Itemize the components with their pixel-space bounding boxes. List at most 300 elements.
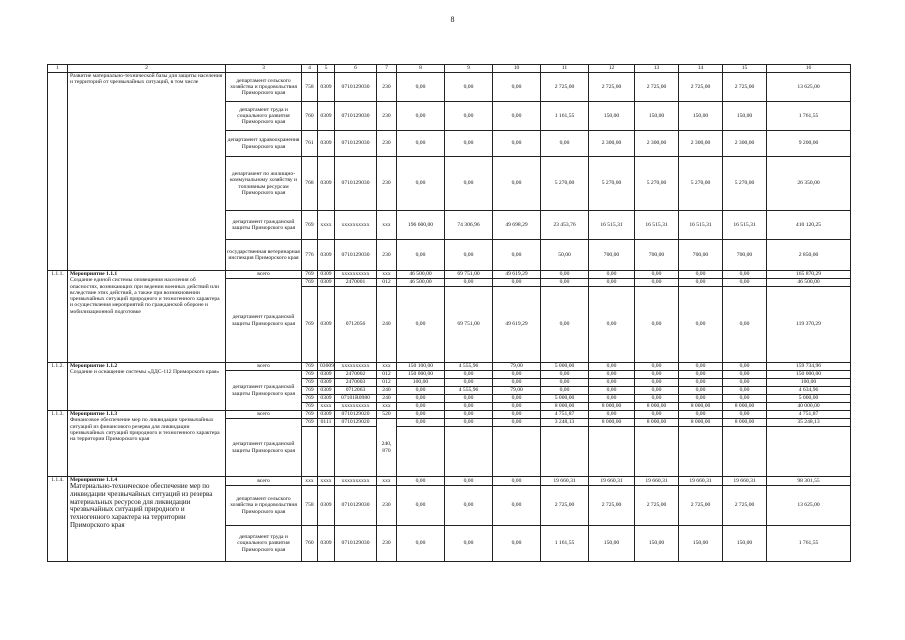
table-cell: 0,00 [493,73,541,102]
table-cell: 8 000,00 [589,403,635,411]
table-cell: 0,00 [445,371,493,379]
table-cell: 769 [302,271,318,279]
table-cell [589,427,635,477]
table-cell: 07101R0980 [335,395,377,403]
table-cell: 0,00 [493,102,541,131]
table-cell [302,427,318,477]
column-number-cell: 13 [635,65,679,73]
table-cell: 196 600,00 [397,211,445,240]
table-cell: 0,00 [723,395,767,403]
table-cell: 758 [302,73,318,102]
table-cell: 0,00 [493,379,541,387]
table-cell [493,427,541,477]
measure-title-cell [68,477,226,562]
table-cell: 79,00 [493,387,541,395]
table-cell: 230 [377,73,397,102]
table-cell: 119 370,29 [767,287,851,363]
table-cell: 150,00 [589,526,635,562]
table-cell: 0,00 [679,379,723,387]
table-cell: 46 500,00 [397,279,445,287]
table-row [48,411,851,419]
table-cell: 760 [302,102,318,131]
table-cell: всего [226,411,302,419]
table-cell: 98 301,55 [767,477,851,486]
table-cell: 8 000,00 [723,403,767,411]
table-cell: 16 515,31 [723,211,767,240]
table-cell: 35 248,13 [767,419,851,427]
table-cell: ххх [302,477,318,486]
table-cell: всего [226,477,302,486]
table-cell: 0,00 [589,363,635,371]
table-cell: 0,00 [445,131,493,157]
page-number: 8 [450,15,455,24]
table-cell: 0,00 [589,271,635,279]
table-cell: 240 [377,395,397,403]
table-cell: 1 161,55 [541,102,589,131]
table-cell: 79,00 [493,363,541,371]
table-cell: 700,00 [679,240,723,271]
table-cell: 2 725,00 [589,73,635,102]
column-number-cell: 12 [589,65,635,73]
table-cell: 0,00 [493,131,541,157]
table-cell: хххххххххх [335,403,377,411]
table-cell: 8 000,00 [679,403,723,411]
table-cell: 0710129030 [335,102,377,131]
table-cell: 240, 870 [377,419,397,477]
table-cell: 0,00 [397,486,445,526]
table-cell: 0,00 [635,395,679,403]
table-cell: 0,00 [397,387,445,395]
table-cell: ххх [377,403,397,411]
table-cell: 5 270,00 [723,157,767,211]
table-cell: 0,00 [445,279,493,287]
table-cell: 0,00 [445,379,493,387]
item-number-cell: 1.1.4. [48,477,68,562]
table-cell: 0710129020 [335,419,377,427]
table-cell: 2 725,00 [679,73,723,102]
table-cell: 0,00 [397,287,445,363]
table-cell: 2 725,00 [635,73,679,102]
table-cell: 0,00 [493,526,541,562]
table-cell: 0,00 [589,411,635,419]
table-cell: 768 [302,157,318,211]
table-cell: 5 000,00 [541,363,589,371]
table-cell [679,427,723,477]
measure-description: Создание единой системы оповещения населения об опасностях, возникающих при ведении военных действий или вследствие этих действий, а также при возникновении чрезвычайных ситуаций природного и техногенного характера и осуществления мероприятий по гражданской обороне и мобилизационной подготовке [70,277,220,315]
table-cell: 0309 [318,279,335,287]
table-cell: 0,00 [635,371,679,379]
table-cell: 40 000,00 [767,403,851,411]
table-cell [397,427,445,477]
table-cell: 4 634,96 [767,387,851,395]
table-cell: 0,00 [397,73,445,102]
table-cell: 769 [302,287,318,363]
department-cell: департамент по жилищно-коммунальному хозяйству и топливным ресурсам Приморского края [226,157,302,211]
table-cell: 150,00 [679,102,723,131]
table-cell: 0,00 [493,157,541,211]
measure-description: Финансовое обеспечение мер по ликвидации чрезвычайных ситуаций из финансового резерва для ликвидации чрезвычайных ситуаций природного и техногенного характера на территории Приморского края [70,417,220,442]
table-cell: 761 [302,131,318,157]
table-cell: 230 [377,240,397,271]
table-cell: 13 625,00 [767,73,851,102]
table-cell: 0111 [318,419,335,427]
table-cell: 0,00 [445,73,493,102]
table-cell: 410 120,25 [767,211,851,240]
table-cell: 0,00 [397,395,445,403]
table-cell: 100,00 [397,379,445,387]
table-cell: хххххххххх [335,477,377,486]
table-cell: 0,00 [445,102,493,131]
table-cell: 0,00 [679,287,723,363]
table-cell: 0,00 [679,387,723,395]
table-cell: 2 725,00 [541,73,589,102]
table-cell: 0,00 [589,287,635,363]
table-cell: 0,00 [445,403,493,411]
table-cell: 012 [377,279,397,287]
column-number-cell: 11 [541,65,589,73]
table-cell: 2 725,00 [723,486,767,526]
table-cell: 0,00 [397,131,445,157]
table-cell: 0,00 [445,395,493,403]
table-cell: 5 270,00 [589,157,635,211]
column-number-cell: 9 [445,65,493,73]
measure-heading: Мероприятие 1.1.3 [70,411,118,417]
table-cell: 0710129030 [335,157,377,211]
column-number-cell: 16 [767,65,851,73]
table-cell: 0309 [318,271,335,279]
table-cell: 230 [377,486,397,526]
table-cell: 769 [302,387,318,395]
table-cell: 760 [302,526,318,562]
table-cell: ххх [377,211,397,240]
table-cell: 0309 [318,73,335,102]
table-cell: 1 761,55 [767,102,851,131]
table-cell: 9 200,00 [767,131,851,157]
table-cell: 0,00 [589,379,635,387]
table-cell: 2 725,00 [723,73,767,102]
table-cell: 0,00 [493,371,541,379]
column-number-row [48,65,851,73]
table-cell: 4 751,87 [767,411,851,419]
measure-description: Материально-техническое обеспечение мер по ликвидации чрезвычайных ситуаций из резерва материальных ресурсов для ликвидации чрезвычайных ситуаций природного и техногенного характера на территории Приморского края [70,482,213,529]
table-cell: 19 660,31 [723,477,767,486]
table-cell: 0309 [318,379,335,387]
table-cell: 13 625,00 [767,486,851,526]
table-cell: 0,00 [445,526,493,562]
table-cell: 2 300,00 [635,131,679,157]
item-number-cell: 1.1.3. [48,411,68,477]
table-cell: 16 515,31 [635,211,679,240]
table-cell: 0,00 [679,411,723,419]
table-cell: 19 660,31 [635,477,679,486]
table-cell: 2470003 [335,379,377,387]
table-cell: 8 000,00 [635,419,679,427]
table-cell: 69 751,00 [445,271,493,279]
table-cell: 0,00 [541,371,589,379]
measure-title-cell [68,363,226,411]
table-cell: 1 161,55 [541,526,589,562]
table-cell: 0,00 [679,395,723,403]
table-cell: 159 734,96 [767,363,851,371]
table-cell: 74 306,96 [445,211,493,240]
table-cell: 2 725,00 [635,486,679,526]
table-cell [635,427,679,477]
table-cell: 776 [302,240,318,271]
column-number-cell: 5 [318,65,335,73]
table-cell: 769 [302,379,318,387]
table-cell: 8 000,00 [541,403,589,411]
table-cell: 240 [377,287,397,363]
department-cell: департамент сельского хозяйства и продовольствия Приморского края [226,73,302,102]
table-cell: 230 [377,157,397,211]
column-number-cell: 4 [302,65,318,73]
table-cell: 03009 [318,363,335,371]
table-cell: 758 [302,486,318,526]
table-cell: 0309 [318,102,335,131]
table-cell: 0710129020 [335,411,377,419]
table-cell: 769 [302,211,318,240]
table-cell: 150,00 [589,102,635,131]
table-cell: 0,00 [679,371,723,379]
table-cell: 0,00 [493,395,541,403]
table-cell: 0,00 [723,387,767,395]
table-cell: 0,00 [635,271,679,279]
table-cell: 0,00 [445,419,493,427]
table-cell: 0,00 [397,102,445,131]
table-cell: 0,00 [589,387,635,395]
table-cell: 5 270,00 [679,157,723,211]
table-cell: 012 [377,371,397,379]
table-row [48,477,851,486]
table-cell: 0,00 [445,486,493,526]
item-number-cell [48,73,68,271]
table-cell: 100,00 [767,379,851,387]
department-cell: департамент сельского хозяйства и продовольствия Приморского края [226,486,302,526]
table-cell: 8 000,00 [635,403,679,411]
table-cell: ххх [377,477,397,486]
table-cell: 19 660,31 [679,477,723,486]
measure-title-cell [68,271,226,363]
column-number-cell: 15 [723,65,767,73]
table-cell: 0,00 [679,279,723,287]
table-cell: 0710129030 [335,131,377,157]
department-cell: департамент гражданской защиты Приморского края [226,279,302,363]
table-cell: 165 870,29 [767,271,851,279]
table-cell: 4 555,96 [445,363,493,371]
table-cell: 0,00 [397,477,445,486]
budget-table [47,64,851,562]
table-cell: 150,00 [635,102,679,131]
table-cell: 0309 [318,240,335,271]
table-cell: 0710129030 [335,240,377,271]
table-cell: хххххххххх [335,211,377,240]
table-cell: 49 698,29 [493,211,541,240]
table-cell: 769 [302,411,318,419]
table-cell: 0,00 [635,387,679,395]
table-cell: 769 [302,403,318,411]
table-cell: 16 515,31 [679,211,723,240]
table-cell: 0,00 [493,419,541,427]
department-cell: государственная ветеринарная инспекция Приморского края [226,240,302,271]
table-cell: 230 [377,131,397,157]
table-cell: 46 500,00 [767,279,851,287]
table-cell: 23 453,76 [541,211,589,240]
table-cell: 230 [377,526,397,562]
table-cell: 0,00 [589,371,635,379]
table-cell [445,427,493,477]
table-cell: 700,00 [589,240,635,271]
table-cell: 0,00 [541,287,589,363]
table-cell: 0,00 [541,271,589,279]
table-cell: 0,00 [635,363,679,371]
table-cell: 769 [302,371,318,379]
table-cell: 0,00 [541,279,589,287]
column-number-cell: 1 [48,65,68,73]
table-cell: 150 000,00 [397,371,445,379]
table-cell: 0309 [318,287,335,363]
table-cell: 0,00 [397,411,445,419]
table-cell: 700,00 [723,240,767,271]
table-cell: 0,00 [493,477,541,486]
table-cell: 700,00 [635,240,679,271]
table-cell: 0309 [318,395,335,403]
table-cell: 5 270,00 [541,157,589,211]
table-cell: ххх [377,271,397,279]
table-cell: 0,00 [541,387,589,395]
table-cell: 4 751,87 [541,411,589,419]
table-row [48,363,851,371]
table-cell: 2 300,00 [589,131,635,157]
table-cell: ххх [377,363,397,371]
table-cell: 769 [302,419,318,427]
table-cell: 0,00 [445,411,493,419]
table-cell: хххх [318,403,335,411]
table-cell: 150 000,00 [767,371,851,379]
measure-heading: Мероприятие 1.1.1 [70,271,118,277]
table-cell [318,427,335,477]
table-cell: 0,00 [635,279,679,287]
table-cell: 0309 [318,371,335,379]
table-cell: 0,00 [493,240,541,271]
table-cell: 2 725,00 [541,486,589,526]
table-cell: 150,00 [635,526,679,562]
table-cell: 0,00 [635,287,679,363]
table-cell [335,427,377,477]
table-cell: 0309 [318,157,335,211]
department-cell: департамент труда и социального развития Приморского края [226,526,302,562]
table-cell: 0,00 [445,240,493,271]
table-cell: 012 [377,379,397,387]
measure-title-cell [68,411,226,477]
table-cell: 0309 [318,131,335,157]
measure-title-cell: Развитие материально-технической базы для защиты населения и территорий от чрезвычайных ситуаций, в том числе [68,73,226,271]
table-cell: 16 515,31 [589,211,635,240]
table-cell: 4 555,96 [445,387,493,395]
table-cell: 26 350,00 [767,157,851,211]
item-number-cell: 1.1.1. [48,271,68,363]
item-number-cell: 1.1.2. [48,363,68,411]
table-cell: 2470002 [335,371,377,379]
table-cell: 0,00 [397,240,445,271]
department-cell: департамент здравоохранения Приморского края [226,131,302,157]
budget-table-sheet [47,64,850,562]
table-cell: 0,00 [723,363,767,371]
table-cell: 0309 [318,486,335,526]
table-cell: 1 761,55 [767,526,851,562]
table-cell: 0,00 [445,477,493,486]
table-cell: 0,00 [589,395,635,403]
table-cell: 0,00 [445,157,493,211]
table-cell: 0710129030 [335,526,377,562]
department-cell: департамент гражданской защиты Приморского края [226,419,302,477]
table-cell: 2 725,00 [589,486,635,526]
table-cell: 150,00 [723,102,767,131]
table-cell: всего [226,271,302,279]
column-number-cell: 10 [493,65,541,73]
table-cell: 769 [302,363,318,371]
table-cell: 5 000,00 [767,395,851,403]
table-cell: 49 619,29 [493,271,541,279]
table-cell: 5 270,00 [635,157,679,211]
table-cell: 150,00 [723,526,767,562]
table-cell: 0,00 [397,526,445,562]
department-cell: департамент гражданской защиты Приморского края [226,211,302,240]
table-cell: 46 500,00 [397,271,445,279]
table-cell: 0,00 [679,363,723,371]
table-cell: всего [226,363,302,371]
measure-heading: Мероприятие 1.1.2 [70,363,118,369]
table-cell: 8 000,00 [723,419,767,427]
table-cell: 3 248,13 [541,419,589,427]
table-cell: 0,00 [397,403,445,411]
table-cell: 0,00 [397,419,445,427]
table-cell: 0,00 [397,157,445,211]
table-cell: 0712056 [335,287,377,363]
department-cell: департамент гражданской защиты Приморского края [226,371,302,411]
table-cell: 69 751,00 [445,287,493,363]
table-cell: 0,00 [589,279,635,287]
table-cell: 0,00 [493,411,541,419]
table-cell: 769 [302,279,318,287]
table-cell: 520 [377,411,397,419]
table-cell: 0,00 [635,379,679,387]
table-cell: 2 725,00 [679,486,723,526]
table-cell: 5 000,00 [541,395,589,403]
table-cell: 8 000,00 [679,419,723,427]
table-cell: 0,00 [723,379,767,387]
table-cell: 2 300,00 [679,131,723,157]
table-cell: хххххххххх [335,363,377,371]
table-cell: 50,00 [541,240,589,271]
table-cell: 0710129030 [335,73,377,102]
table-cell: 0309 [318,411,335,419]
column-number-cell: 6 [335,65,377,73]
column-number-cell: 14 [679,65,723,73]
table-cell: 769 [302,395,318,403]
table-cell: хххх [318,477,335,486]
table-cell: 19 660,31 [589,477,635,486]
column-number-cell: 2 [68,65,226,73]
table-cell: 2470001 [335,279,377,287]
table-row [48,73,851,102]
table-cell: хххх [318,211,335,240]
table-cell: хххххххххх [335,271,377,279]
table-cell: 0,00 [723,287,767,363]
table-cell [541,427,589,477]
table-cell: 0,00 [493,486,541,526]
table-cell: 0,00 [493,403,541,411]
table-cell: 150,00 [679,526,723,562]
